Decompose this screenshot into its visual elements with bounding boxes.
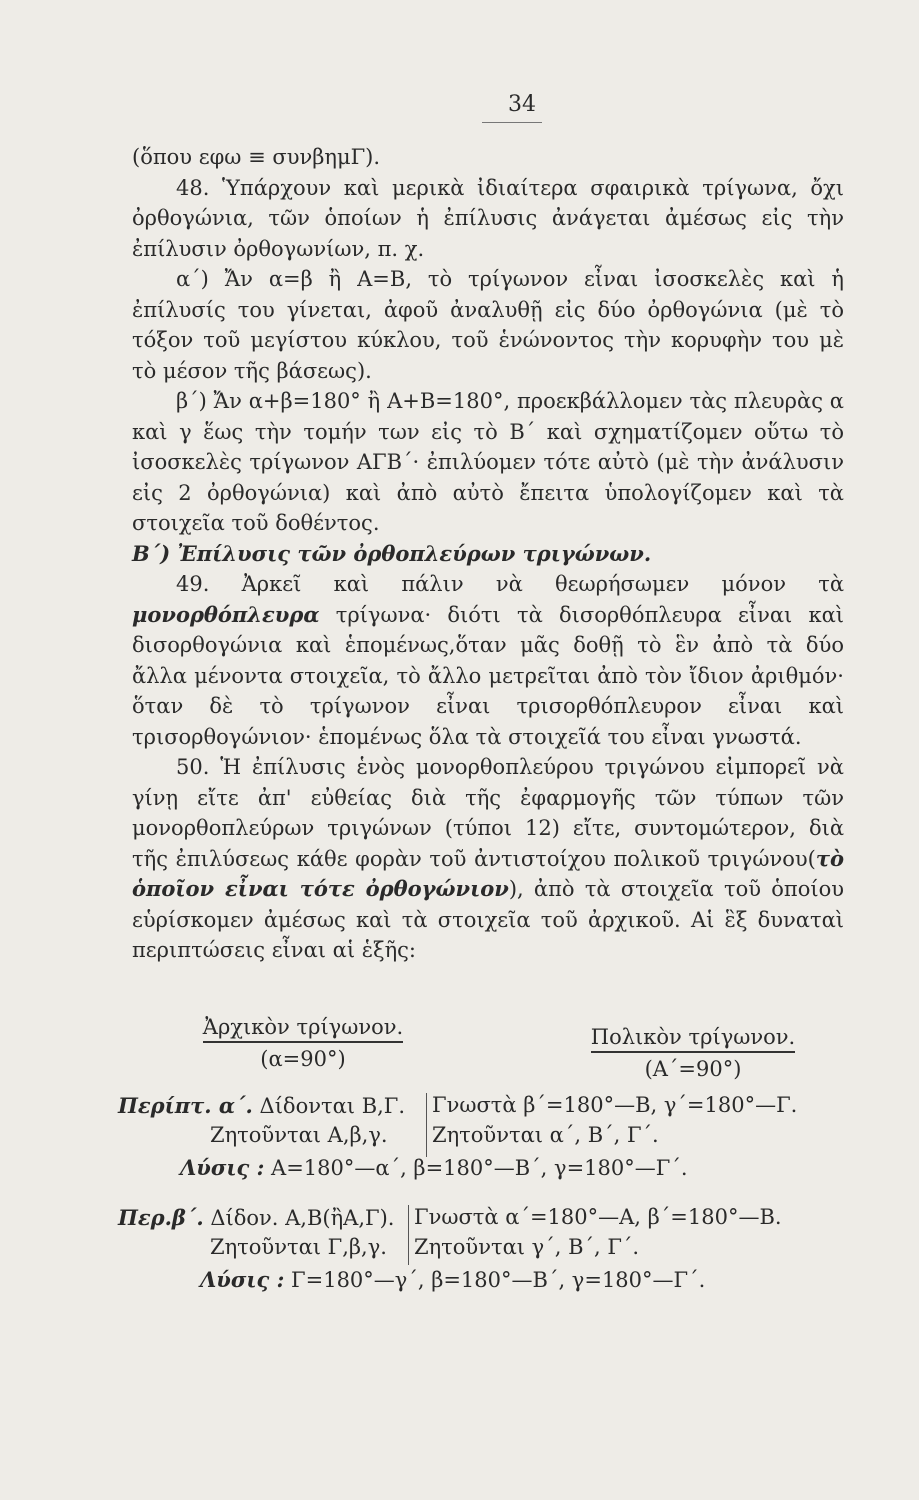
paragraph-49-lead: 49. Ἀρκεῖ καὶ πάλιν νὰ θεωρήσωμεν μόνον τὰ bbox=[176, 572, 844, 596]
case1-sought: Ζητοῦνται Α,β,γ. bbox=[210, 1123, 388, 1147]
case1-polar-given: Γνωστὰ β΄=180°—Β, γ΄=180°—Γ. bbox=[432, 1093, 798, 1117]
paragraph-49-rest: τρίγωνα· διότι τὰ δισορθόπλευρα εἶναι καὶ δισορθογώνια καὶ ἑπομένως,ὅταν μᾶς δοθῇ τὸ ἓν ἀπὸ τὰ δύο ἄλλα μένοντα στοιχεῖα, τὸ ἄλλο μετρεῖται ἀπὸ τὸν ἴδιον ἀριθμόν· ὅταν δὲ τὸ τρίγωνον εἶναι τρισορθόπλευρον εἶναι καὶ τρισορθογώνιον· ἑπομένως ὅλα τὰ στοιχεῖά του εἶναι γνωστά. bbox=[132, 602, 844, 749]
case1-solution bbox=[180, 1155, 688, 1180]
left-column-subtitle: (α=90°) bbox=[260, 1047, 346, 1071]
paragraph-50-rest: ), ἀπὸ τὰ στοιχεῖα τοῦ ὁποίου εὑρίσκομεν ἀμέσως καὶ τὰ στοιχεῖα τοῦ ἀρχικοῦ. Αἱ ἓξ δυναταὶ περιπτώσεις εἶναι αἱ ἑξῆς: bbox=[132, 877, 844, 962]
column-divider-1 bbox=[426, 1093, 427, 1157]
case2-given: Δίδον. Α,Β(ἢΑ,Γ). bbox=[210, 1206, 395, 1230]
case2-polar-given: Γνωστὰ α΄=180°—Α, β΄=180°—Β. bbox=[414, 1205, 782, 1229]
paragraph-formula-note: (ὅπου εφω ≡ συνβημΓ). bbox=[132, 145, 381, 169]
paragraph-49-emphasis: μονορθόπλευρα bbox=[132, 601, 320, 627]
case1-solution-text: Α=180°—α΄, β=180°—Β΄, γ=180°—Γ΄. bbox=[271, 1156, 688, 1180]
case2-solution-text: Γ=180°—γ΄, β=180°—Β΄, γ=180°—Γ΄. bbox=[291, 1268, 706, 1292]
case1-given-row bbox=[118, 1093, 405, 1118]
paragraph-48b: β΄) Ἄν α+β=180° ἢ Α+Β=180°, προεκβάλλομεν τὰς πλευρὰς α καὶ γ ἕως τὴν τομήν των εἰς τὸ Β΄ καὶ σχηματίζομεν οὕτω τὸ ἰσοσκελὲς τρίγωνον ΑΓΒ΄· ἐπιλύομεν τότε αὐτὸ (μὲ τὴν ἀνάλυσιν εἰς 2 ὀρθογώνια) καὶ ἀπὸ αὐτὸ ἔπειτα ὑπολογίζομεν καὶ τὰ στοιχεῖα τοῦ δοθέντος. bbox=[132, 389, 844, 535]
paragraph-49 bbox=[132, 569, 844, 752]
case2-solution-label: Λύσις : bbox=[200, 1267, 285, 1292]
page-number-rule bbox=[482, 122, 542, 123]
case1-label: Περίπτ. α΄. bbox=[118, 1093, 253, 1118]
page-number: 34 bbox=[508, 92, 536, 117]
case2-solution bbox=[200, 1267, 705, 1292]
section-title: Β΄) Ἐπίλυσις τῶν ὀρθοπλεύρων τριγώνων. bbox=[132, 540, 652, 566]
case1-polar-sought: Ζητοῦνται α΄, Β΄, Γ΄. bbox=[432, 1123, 659, 1147]
case2-given-row bbox=[118, 1205, 394, 1230]
column-divider-2 bbox=[408, 1205, 409, 1265]
cases-table bbox=[118, 1015, 838, 1315]
paragraph-50-emphasis: τὸ ὁποῖον εἶναι τότε ὀρθογώνιον bbox=[132, 845, 844, 901]
right-column-header bbox=[568, 1025, 818, 1081]
case1-solution-label: Λύσις : bbox=[180, 1155, 265, 1180]
paragraph-50-lead: 50. Ἡ ἐπίλυσις ἑνὸς μονορθοπλεύρου τριγώνου εἰμπορεῖ νὰ γίνῃ εἴτε ἀπ' εὐθείας διὰ τῆς ἐφαρμογῆς τῶν τύπων τῶν μονορθοπλεύρων τριγώνων (τύποι 12) εἴτε, συντομώτερον, διὰ τῆς ἐπιλύσεως κάθε φορὰν τοῦ ἀντιστοίχου πολικοῦ τριγώνου( bbox=[132, 755, 844, 871]
case2-sought: Ζητοῦνται Γ,β,γ. bbox=[210, 1235, 387, 1259]
case1-given: Δίδονται Β,Γ. bbox=[259, 1094, 406, 1118]
right-column-title: Πολικὸν τρίγωνον. bbox=[591, 1025, 795, 1053]
left-column-header bbox=[178, 1015, 428, 1071]
paragraph-50 bbox=[132, 752, 844, 966]
paragraph-48a: α΄) Ἄν α=β ἢ Α=Β, τὸ τρίγωνον εἶναι ἰσοσκελὲς καὶ ἡ ἐπίλυσίς του γίνεται, ἀφοῦ ἀναλυθῇ εἰς δύο ὀρθογώνια (μὲ τὸ τόξον τοῦ μεγίστου κύκλου, τοῦ ἑνώνοντος τὴν κορυφὴν του μὲ τὸ μέσον τῆς βάσεως). bbox=[132, 267, 844, 383]
case2-label: Περ.β΄. bbox=[118, 1205, 204, 1230]
paragraph-48: 48. Ὑπάρχουν καὶ μερικὰ ἰδιαίτερα σφαιρικὰ τρίγωνα, ὄχι ὀρθογώνια, τῶν ὁποίων ἡ ἐπίλυσις ἀνάγεται ἀμέσως εἰς τὴν ἐπίλυσιν ὀρθογωνίων, π. χ. bbox=[132, 175, 844, 261]
right-column-subtitle: (Α΄=90°) bbox=[644, 1057, 742, 1081]
case2-polar-sought: Ζητοῦνται γ΄, Β΄, Γ΄. bbox=[414, 1235, 640, 1259]
body-text bbox=[132, 142, 844, 966]
left-column-title: Ἀρχικὸν τρίγωνον. bbox=[203, 1015, 403, 1043]
